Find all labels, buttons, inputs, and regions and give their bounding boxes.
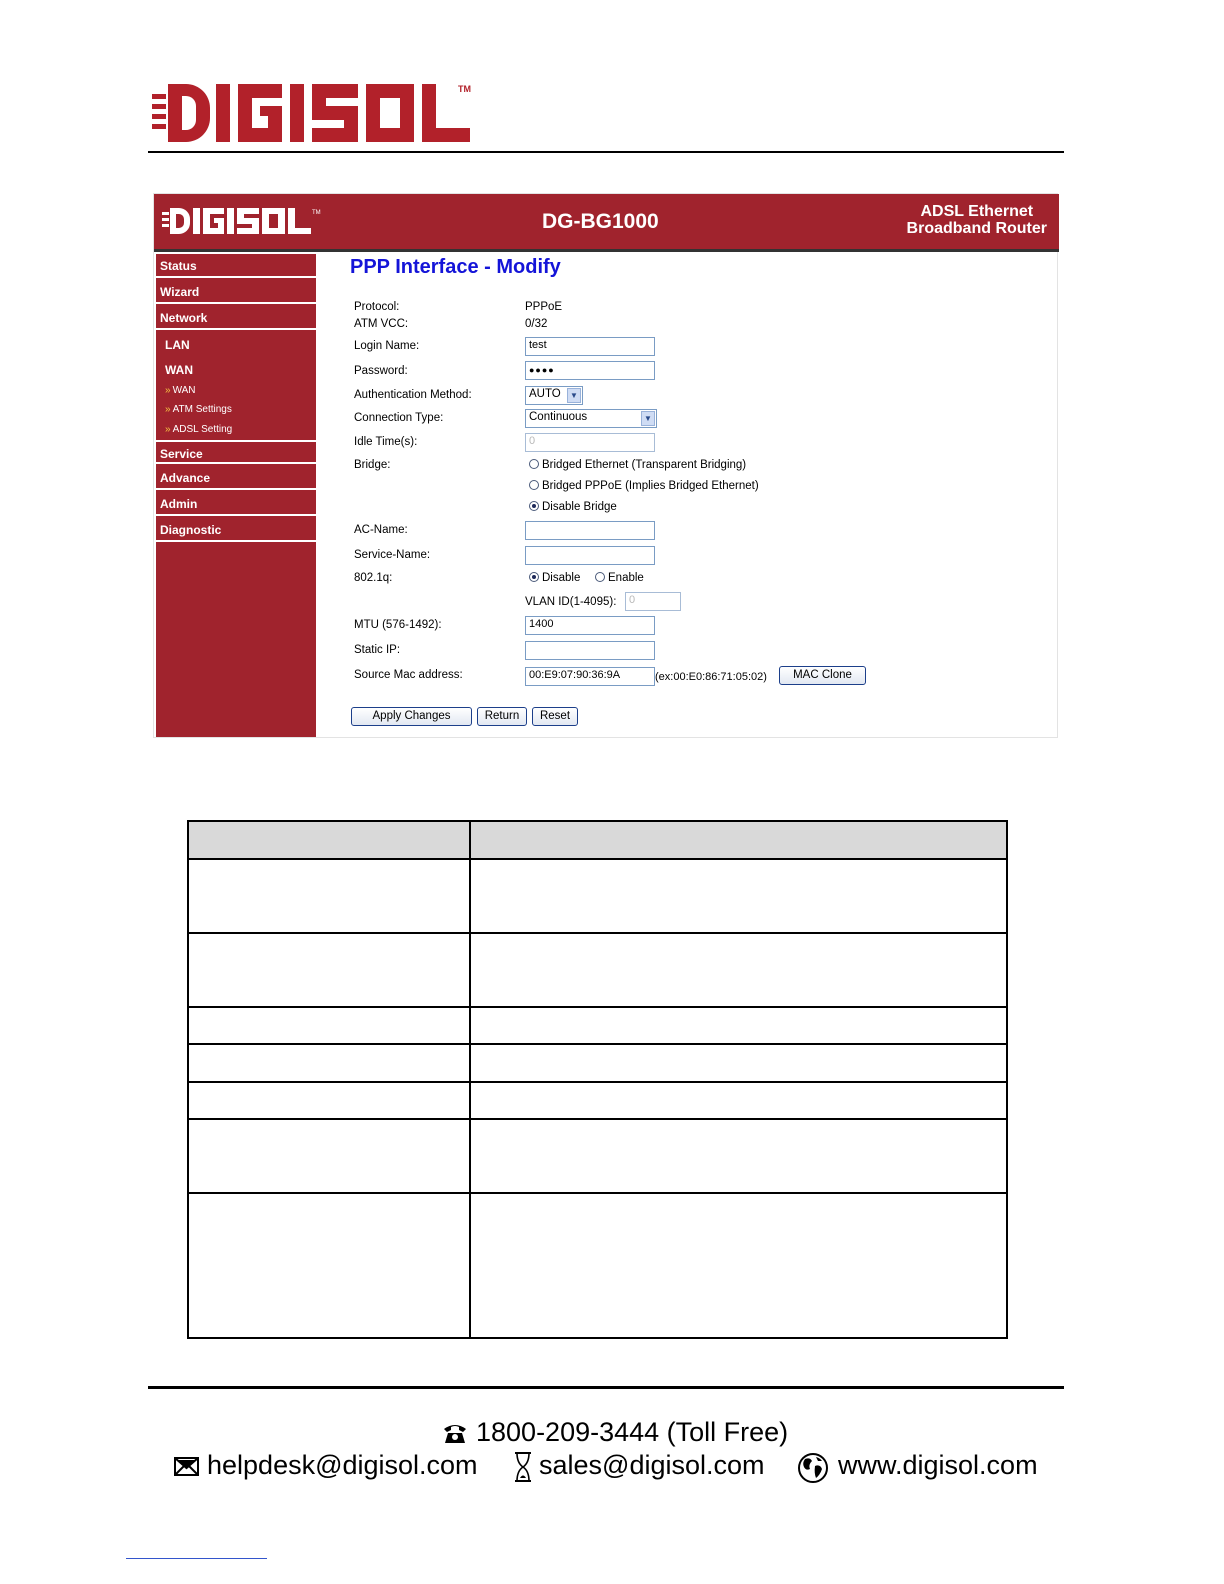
dot1q-disable-radio[interactable]: Disable [529, 572, 580, 584]
radio-icon [529, 459, 539, 469]
table-row-divider [189, 1081, 1006, 1083]
idle-time-input[interactable]: 0 [525, 433, 655, 452]
sidebar-item-status[interactable]: Status [156, 254, 316, 278]
footer-helpdesk[interactable]: helpdesk@digisol.com [207, 1450, 478, 1480]
auth-method-value: AUTO [529, 388, 561, 400]
brand-logo [152, 80, 474, 146]
page-title: PPP Interface - Modify [350, 256, 561, 278]
svg-text:TM: TM [458, 84, 471, 94]
connection-type-select[interactable] [525, 409, 657, 428]
ac-name-input[interactable] [525, 521, 655, 540]
table-column-divider [469, 822, 471, 1337]
dot1q-label: 802.1q: [354, 572, 393, 584]
ac-name-label: AC-Name: [354, 524, 408, 536]
mac-clone-button[interactable]: MAC Clone [779, 666, 866, 685]
table-row-divider [189, 1043, 1006, 1045]
atm-vcc-value: 0/32 [525, 318, 548, 330]
reset-button[interactable]: Reset [532, 707, 578, 726]
phone-icon [442, 1421, 468, 1445]
sidebar-item-lan[interactable]: LAN [165, 338, 190, 352]
password-input[interactable]: ●●●● [525, 361, 655, 380]
bridge-option-disable[interactable]: Disable Bridge [529, 501, 617, 513]
table-row-divider [189, 1118, 1006, 1120]
arrow-icon: » [165, 424, 171, 435]
password-label: Password: [354, 365, 408, 377]
sidebar-item-adsl-setting[interactable]: » ADSL Setting [165, 424, 233, 435]
idle-time-label: Idle Time(s): [354, 436, 418, 448]
mtu-label: MTU (576-1492): [354, 619, 442, 631]
footer-link-underline [126, 1558, 267, 1559]
radio-selected-icon [529, 572, 539, 582]
svg-text:TM: TM [312, 210, 321, 216]
source-mac-input[interactable]: 00:E9:07:90:36:9A [525, 667, 655, 686]
protocol-value: PPPoE [525, 301, 563, 313]
auth-method-select[interactable] [525, 386, 583, 405]
chevron-down-icon[interactable]: ▼ [567, 388, 581, 403]
sidebar-item-atm-settings[interactable]: » ATM Settings [165, 404, 232, 415]
sidebar-item-admin[interactable]: Admin [156, 492, 316, 516]
connection-type-label: Connection Type: [354, 412, 444, 424]
login-name-input[interactable]: test [525, 337, 655, 356]
footer-website[interactable]: www.digisol.com [838, 1450, 1038, 1480]
bridge-label: Bridge: [354, 459, 391, 471]
apply-changes-button[interactable]: Apply Changes [351, 707, 472, 726]
table-row-divider [189, 1006, 1006, 1008]
sidebar-item-diagnostic[interactable]: Diagnostic [156, 518, 316, 542]
table-row-divider [189, 932, 1006, 934]
product-line-2: Broadband Router [906, 220, 1047, 237]
bottom-rule [148, 1386, 1064, 1389]
product-type [907, 203, 1047, 237]
product-line-1: ADSL Ethernet [920, 203, 1034, 220]
dot1q-enable-radio[interactable]: Enable [595, 572, 644, 584]
footer-phone: 1800-209-3444 (Toll Free) [476, 1417, 789, 1447]
vlan-id-input[interactable]: 0 [625, 592, 681, 611]
auth-method-label: Authentication Method: [354, 389, 472, 401]
table-header [189, 822, 1006, 859]
chevron-down-icon[interactable]: ▼ [641, 411, 655, 426]
connection-type-value: Continuous [529, 411, 588, 423]
table-row-divider [189, 858, 1006, 860]
sidebar-item-service[interactable]: Service [156, 440, 316, 464]
sidebar-item-wan-sub[interactable]: » WAN [165, 385, 196, 396]
bridge-option-ethernet[interactable]: Bridged Ethernet (Transparent Bridging) [529, 459, 746, 471]
static-ip-input[interactable] [525, 641, 655, 660]
protocol-label: Protocol: [354, 301, 400, 313]
mac-example-text: (ex:00:E0:86:71:05:02) [655, 671, 767, 683]
header-logo [162, 206, 337, 236]
table-row-divider [189, 1192, 1006, 1194]
description-table [187, 820, 1008, 1339]
mtu-input[interactable]: 1400 [525, 616, 655, 635]
source-mac-label: Source Mac address: [354, 669, 463, 681]
sidebar-item-wan[interactable]: WAN [165, 363, 193, 377]
bridge-option-pppoe[interactable]: Bridged PPPoE (Implies Bridged Ethernet) [529, 480, 759, 492]
sidebar-menu [156, 254, 316, 737]
service-name-label: Service-Name: [354, 549, 431, 561]
vlan-id-label: VLAN ID(1-4095): [525, 596, 617, 608]
radio-icon [529, 480, 539, 490]
top-rule [148, 151, 1064, 153]
service-name-input[interactable] [525, 546, 655, 565]
return-button[interactable]: Return [477, 707, 527, 726]
radio-icon [595, 572, 605, 582]
radio-selected-icon [529, 501, 539, 511]
sidebar-item-wizard[interactable]: Wizard [156, 280, 316, 304]
login-name-label: Login Name: [354, 340, 420, 352]
sidebar-item-network[interactable]: Network [156, 306, 316, 330]
arrow-icon: » [165, 385, 171, 396]
sidebar-item-advance[interactable]: Advance [156, 466, 316, 490]
static-ip-label: Static IP: [354, 644, 401, 656]
atm-vcc-label: ATM VCC: [354, 318, 409, 330]
router-model: DG-BG1000 [542, 210, 659, 233]
router-screenshot [153, 193, 1058, 738]
footer-sales[interactable]: sales@digisol.com [539, 1450, 765, 1480]
globe-icon [796, 1451, 830, 1485]
mail-icon [174, 1454, 200, 1478]
arrow-icon: » [165, 404, 171, 415]
router-header [154, 194, 1059, 252]
hourglass-icon [513, 1451, 533, 1483]
